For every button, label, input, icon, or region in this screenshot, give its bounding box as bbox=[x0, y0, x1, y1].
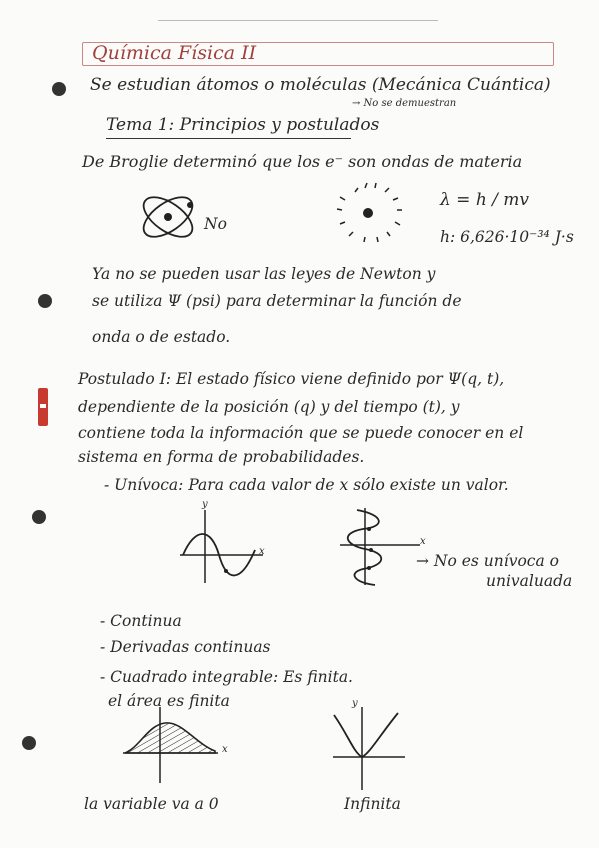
section-heading: Tema 1: Principios y postulados bbox=[106, 115, 380, 135]
atom-no-label: No bbox=[204, 215, 227, 233]
page-title: Química Física II bbox=[92, 42, 257, 64]
infinite-area-sketch bbox=[330, 705, 410, 795]
planck-constant: h: 6,626·10⁻³⁴ J·s bbox=[440, 228, 574, 246]
property-cuadrado: - Cuadrado integrable: Es finita. bbox=[100, 668, 353, 686]
area-axis-x-label: x bbox=[222, 744, 228, 755]
binder-hole bbox=[32, 510, 46, 524]
section-heading-underline bbox=[106, 138, 351, 139]
intro-line: Se estudian átomos o moléculas (Mecánica Cuántica) bbox=[90, 75, 551, 95]
property-continua: - Continua bbox=[100, 612, 182, 630]
variable-cero-line: la variable va a 0 bbox=[84, 795, 219, 813]
wave-cloud-sketch bbox=[325, 180, 415, 250]
multivalued-function-sketch bbox=[335, 505, 425, 590]
newton-line-2: se utiliza Ψ (psi) para determinar la función de bbox=[92, 292, 462, 310]
page-tab-marker bbox=[38, 388, 48, 426]
infinita-label: Infinita bbox=[344, 795, 401, 813]
annotation-no-demuestran: → No se demuestran bbox=[352, 98, 457, 109]
multivalued-axis-x-label: x bbox=[420, 536, 426, 547]
binder-hole bbox=[52, 82, 66, 96]
sine-axis-x-label: x bbox=[259, 546, 265, 557]
binder-hole bbox=[22, 736, 36, 750]
postulado-line-3: contiene toda la información que se puede conocer en el bbox=[78, 424, 524, 442]
de-broglie-line: De Broglie determinó que los e⁻ son ondas de materia bbox=[82, 152, 523, 171]
sine-axis-y-label: y bbox=[202, 499, 208, 510]
no-univoca-line-1: → No es unívoca o bbox=[416, 552, 559, 570]
area-finita-line: el área es finita bbox=[108, 692, 230, 710]
single-valued-function-sketch bbox=[175, 505, 270, 590]
property-derivadas: - Derivadas continuas bbox=[100, 638, 271, 656]
newton-line-3: onda o de estado. bbox=[92, 328, 231, 346]
postulado-line-1: Postulado I: El estado físico viene definido por Ψ(q, t), bbox=[78, 370, 505, 388]
newton-line-1: Ya no se pueden usar las leyes de Newton y bbox=[92, 265, 436, 283]
lambda-formula: λ = h / mv bbox=[440, 190, 530, 210]
postulado-line-2: dependiente de la posición (q) y del tiempo (t), y bbox=[78, 398, 460, 416]
postulado-line-4: sistema en forma de probabilidades. bbox=[78, 448, 365, 466]
binder-hole bbox=[38, 294, 52, 308]
univoca-line: - Unívoca: Para cada valor de x sólo existe un valor. bbox=[104, 476, 509, 494]
no-univoca-line-2: univaluada bbox=[486, 572, 573, 590]
top-rule bbox=[158, 20, 438, 21]
infinite-axis-y-label: y bbox=[352, 698, 358, 709]
atom-orbit-sketch bbox=[135, 185, 205, 255]
finite-area-sketch bbox=[120, 705, 230, 785]
